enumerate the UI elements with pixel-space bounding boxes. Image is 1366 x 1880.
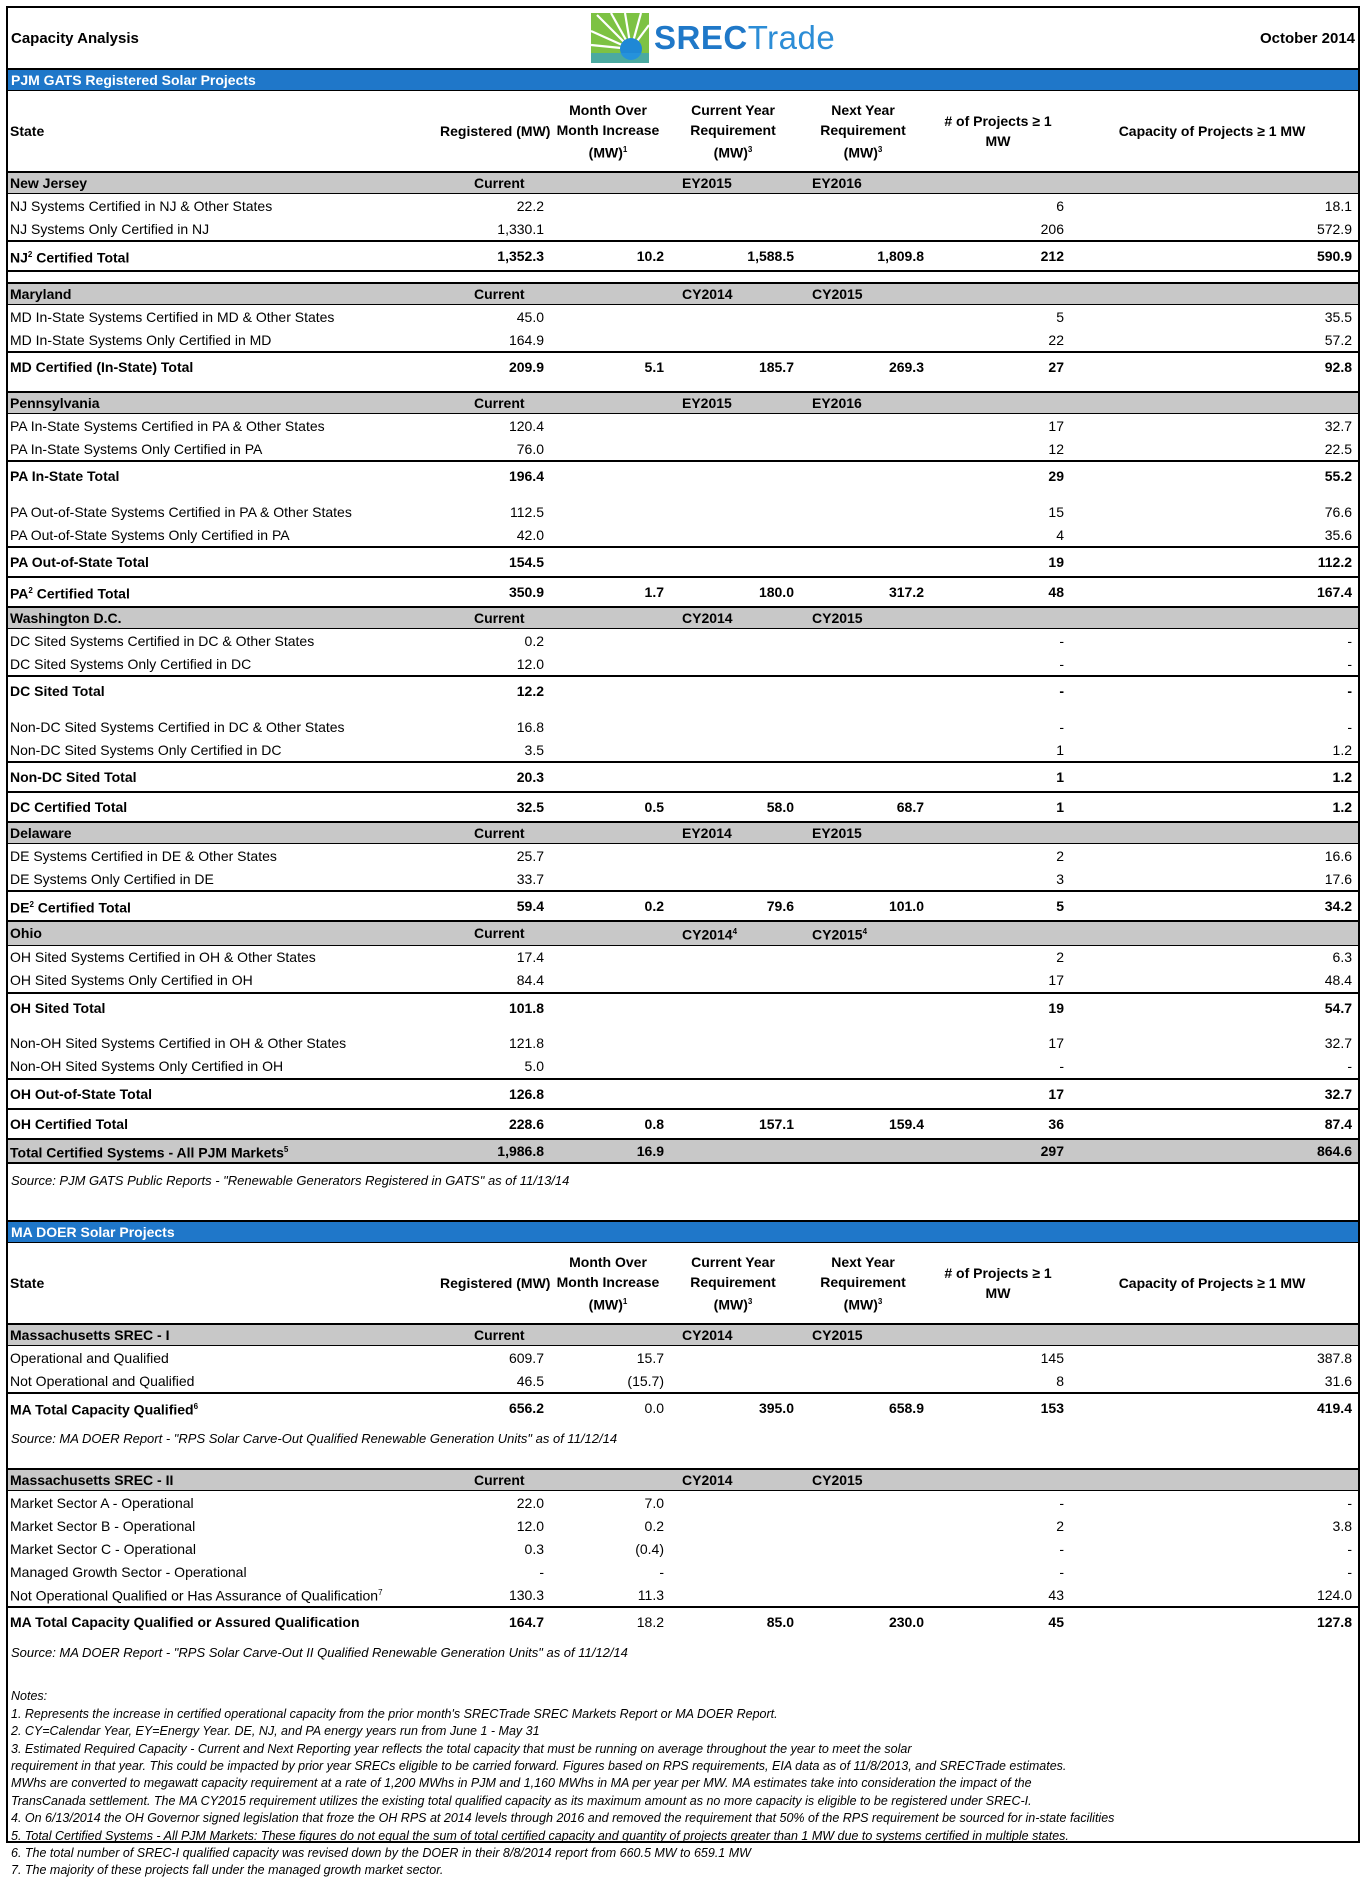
report-header [8, 8, 1358, 70]
table-row: NJ Systems Certified in NJ & Other States 22.2 6 18.1 [10, 197, 1352, 214]
col-state: State [8, 91, 438, 172]
table-row: PA Out-of-State Systems Certified in PA & Other States 112.5 15 76.6 [10, 503, 1352, 520]
ma-table [8, 1243, 1358, 1422]
col-next-req: Next Year Requirement (MW)$^3$ [800, 91, 930, 172]
table-row: DC Sited Systems Only Certified in DC 12.0 - - [10, 655, 1352, 672]
table-row: PA In-State Systems Certified in PA & Other States 120.4 17 32.7 [10, 417, 1352, 434]
oh-total-row: OH Certified Total 228.6 0.8 157.1 159.4 36 87.4 [8, 1109, 1358, 1139]
pjm-source-note: Source: PJM GATS Public Reports - "Renewable Generators Registered in GATS" as of 11/13/14 [11, 1173, 570, 1189]
non-dc-sited-total-row: Non-DC Sited Total 20.3 1 1.2 [8, 762, 1358, 792]
note-line: TransCanada settlement. The MA CY2015 requirement utilizes the existing total qualified capacity as its maximum amount as no more capacity is eligible to be registered under SREC-I. [11, 1793, 1032, 1808]
col-registered: Registered (MW) [438, 91, 550, 172]
ma-srec1-source-note: Source: MA DOER Report - "RPS Solar Carve-Out Qualified Renewable Generation Units" as of 11/12/14 [11, 1431, 618, 1447]
notes-section [8, 1676, 1358, 1879]
pjm-header-row [8, 91, 1358, 172]
table-row: MD In-State Systems Only Certified in MD 164.9 22 57.2 [10, 331, 1352, 348]
table-row: Non-DC Sited Systems Certified in DC & Other States 16.8 - - [10, 718, 1352, 735]
section-washington-dc: Washington D.C. Current CY2014 CY2015 [8, 607, 1358, 629]
pjm-grand-total-row: Total Certified Systems - All PJM Markets$^5$ 1,986.8 16.9 297 864.6 [8, 1139, 1358, 1164]
md-total-row: MD Certified (In-State) Total 209.9 5.1 185.7 269.3 27 92.8 [8, 352, 1358, 381]
pa-instate-total-row: PA In-State Total 196.4 29 55.2 [8, 461, 1358, 490]
report-page [6, 6, 1360, 1878]
pa-total-row: $PA^2$ Certified Total 350.9 1.7 180.0 317.2 48 167.4 [8, 577, 1358, 607]
srectrade-logo [591, 12, 835, 64]
note-line: 7. The majority of these projects fall under the managed growth market sector. [11, 1863, 444, 1878]
ma-srec2-source-note: Source: MA DOER Report - "RPS Solar Carve-Out II Qualified Renewable Generation Units" as of 11/12/14 [11, 1645, 628, 1661]
dc-total-row: DC Certified Total 32.5 0.5 58.0 68.7 1 1.2 [8, 792, 1358, 822]
section-ma-srec-1: Massachusetts SREC - I Current CY2014 CY2015 [8, 1324, 1358, 1346]
section-new-jersey: New Jersey Current EY2015 EY2016 [8, 172, 1358, 194]
note-line: 3. Estimated Required Capacity - Current and Next Reporting year reflects the total capacity that must be running on average throughout the year to meet the solar [11, 1741, 912, 1756]
note-line: 4. On 6/13/2014 the OH Governor signed legislation that froze the OH RPS at 2014 levels through 2016 and removed the requirement that 50% of the RPS requirement be sourced for in-state facilities [11, 1811, 1115, 1826]
table-row: OH Sited Systems Certified in OH & Other States 17.4 2 6.3 [10, 949, 1352, 966]
ma-srec2-table [8, 1468, 1358, 1636]
section-ohio: Ohio Current CY2014$^4$ CY2015$^4$ [8, 921, 1358, 945]
oh-outstate-total-row: OH Out-of-State Total 126.8 17 32.7 [8, 1079, 1358, 1109]
table-row: Market Sector A - Operational 22.0 7.0 - - [10, 1494, 1352, 1511]
logo-wordmark: SRECTrade [654, 19, 836, 56]
de-total-row: $DE^2$ Certified Total 59.4 0.2 79.6 101.0 5 34.2 [8, 891, 1358, 921]
nj-total-row: $NJ^2$ Certified Total 1,352.3 10.2 1,588.5 1,809.8 212 590.9 [8, 241, 1358, 271]
col-capacity: Capacity of Projects ≥ 1 MW [1070, 91, 1358, 172]
dc-sited-total-row: DC Sited Total 12.2 - - [8, 676, 1358, 705]
table-row: Market Sector C - Operational 0.3 (0.4) - - [10, 1540, 1352, 1557]
table-row: Non-OH Sited Systems Only Certified in OH 5.0 - - [10, 1058, 1352, 1075]
ma-header-row: State Registered (MW) Month Over Month Increase (MW)$^1$ Current Year Requirement (MW)$^3$ Next Year Requirement (MW)$^3$ # of Projects ≥ 1 MW Capacity of Projects ≥ 1 MW [8, 1243, 1358, 1324]
note-line: 2. CY=Calendar Year, EY=Energy Year. DE, NJ, and PA energy years run from June 1 - May 31 [11, 1724, 540, 1739]
table-row: Managed Growth Sector - Operational - - - - [10, 1563, 1352, 1580]
pjm-section-band: PJM GATS Registered Solar Projects [8, 70, 1358, 91]
ma-section-band: MA DOER Solar Projects [8, 1222, 1358, 1243]
table-row: NJ Systems Only Certified in NJ 1,330.1 206 572.9 [10, 220, 1352, 237]
note-line: requirement in that year. This could be impacted by prior year SRECs eligible to be carried forward. Figures based on RPS requirements, EIA data as of 11/8/2013, and SRECTrade estimates. [11, 1758, 1067, 1773]
table-row: DE Systems Certified in DE & Other States 25.7 2 16.6 [10, 847, 1352, 864]
table-row: PA Out-of-State Systems Only Certified in PA 42.0 4 35.6 [10, 526, 1352, 543]
ma-srec2-total-row: MA Total Capacity Qualified or Assured Qualification 164.7 18.2 85.0 230.0 45 127.8 [8, 1607, 1358, 1636]
note-line: 6. The total number of SREC-I qualified capacity was revised down by the DOER in their 8/8/2014 report from 660.5 MW to 659.1 MW [11, 1845, 751, 1860]
col-projects: # of Projects ≥ 1 MW [930, 91, 1070, 172]
ma-srec1-total-row: MA Total Capacity Qualified$^6$ 656.2 0.0 395.0 658.9 153 419.4 [8, 1393, 1358, 1422]
oh-sited-total-row: OH Sited Total 101.8 19 54.7 [8, 993, 1358, 1022]
table-row: Operational and Qualified 609.7 15.7 145 387.8 [10, 1349, 1352, 1366]
table-row: Not Operational Qualified or Has Assurance of Qualification$^7$ 130.3 11.3 43 124.0 [10, 1586, 1352, 1605]
table-row: MD In-State Systems Certified in MD & Other States 45.0 5 35.5 [10, 308, 1352, 325]
note-line: 1. Represents the increase in certified operational capacity from the prior month's SRECTrade SREC Markets Report or MA DOER Report. [11, 1706, 778, 1721]
section-delaware: Delaware Current EY2014 EY2015 [8, 822, 1358, 844]
table-row: DC Sited Systems Certified in DC & Other States 0.2 - - [10, 632, 1352, 649]
section-pennsylvania: Pennsylvania Current EY2015 EY2016 [8, 392, 1358, 414]
section-ma-srec-2: Massachusetts SREC - II Current CY2014 CY2015 [8, 1469, 1358, 1491]
table-row: Market Sector B - Operational 12.0 0.2 2 3.8 [10, 1517, 1352, 1534]
table-row: Non-OH Sited Systems Certified in OH & Other States 121.8 17 32.7 [10, 1035, 1352, 1052]
pjm-table [8, 91, 1358, 1164]
table-row: Not Operational and Qualified 46.5 (15.7) 8 31.6 [10, 1372, 1352, 1389]
report-date: October 2014 [1259, 30, 1355, 47]
notes-title: Notes: [11, 1689, 48, 1704]
table-row: Non-DC Sited Systems Only Certified in DC 3.5 1 1.2 [10, 741, 1352, 758]
note-line: MWhs are converted to megawatt capacity requirement at a rate of 1,200 MWhs in PJM and 1,160 MWhs in MA per year per MW. MA estimates take into consideration the impact of the [11, 1776, 1032, 1791]
table-row: OH Sited Systems Only Certified in OH 84.4 17 48.4 [10, 972, 1352, 989]
col-month-over: Month Over Month Increase (MW)$^1$ [550, 91, 670, 172]
report-title: Capacity Analysis [11, 30, 139, 47]
col-current-req: Current Year Requirement (MW)$^3$ [670, 91, 800, 172]
note-line: 5. Total Certified Systems - All PJM Markets: These figures do not equal the sum of total certified capacity and quantity of projects greater than 1 MW due to systems certified in multiple states. [11, 1828, 1069, 1843]
section-maryland: Maryland Current CY2014 CY2015 [8, 283, 1358, 305]
table-row: PA In-State Systems Only Certified in PA 76.0 12 22.5 [10, 440, 1352, 457]
pa-outstate-total-row: PA Out-of-State Total 154.5 19 112.2 [8, 547, 1358, 577]
table-row: DE Systems Only Certified in DE 33.7 3 17.6 [10, 870, 1352, 887]
sunburst-logo-icon [591, 13, 649, 63]
